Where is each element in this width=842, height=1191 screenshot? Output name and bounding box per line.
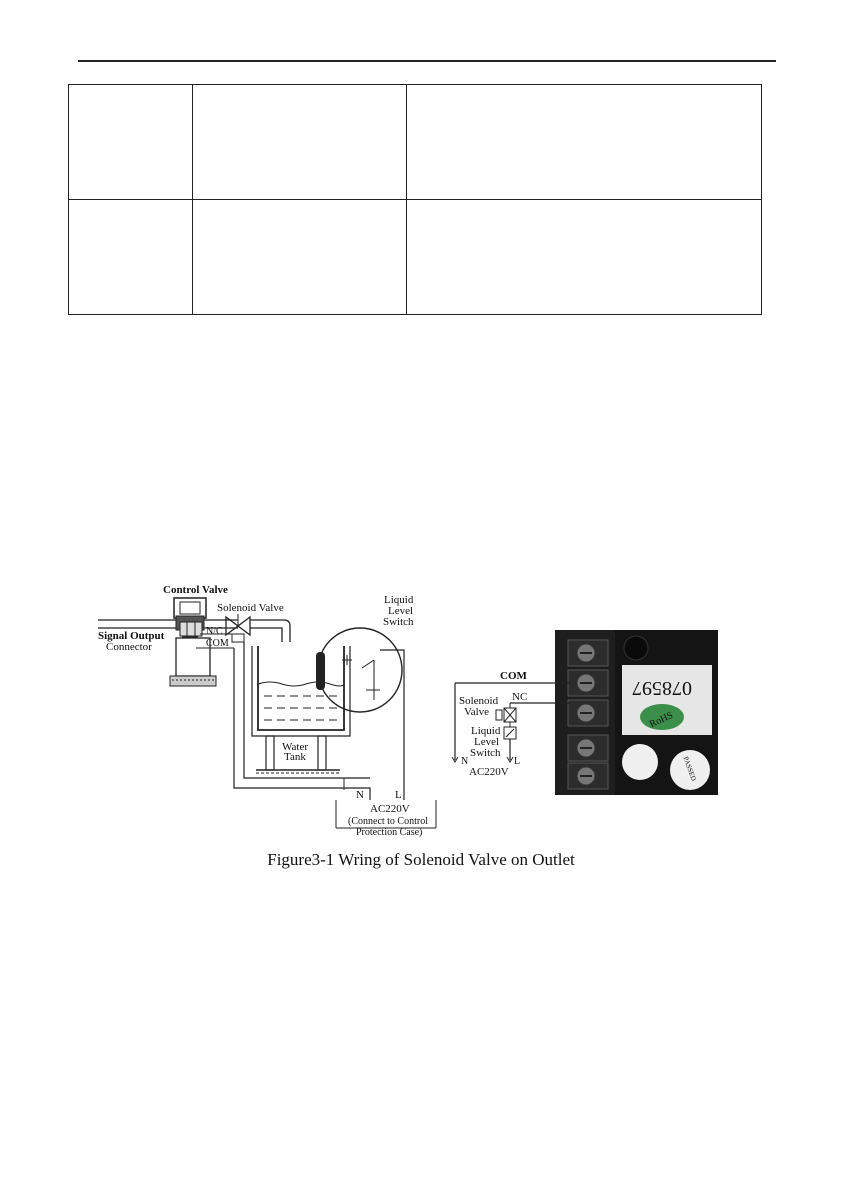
- right-wiring-diagram: [452, 630, 718, 795]
- label-valve-right: Valve: [464, 706, 490, 718]
- label-switch-right: Switch: [470, 747, 501, 759]
- label-l: L: [395, 789, 402, 801]
- signal-output-connector-icon: [180, 622, 202, 636]
- terminal-screws: [568, 640, 608, 789]
- label-nc: N/C: [206, 626, 223, 637]
- label-n: N: [356, 789, 364, 801]
- label-control-valve: Control Valve: [163, 584, 228, 596]
- label-water: Water: [282, 741, 308, 753]
- label-com: COM: [206, 638, 229, 649]
- rohs-label: RoHS: [648, 709, 675, 731]
- label-solenoid-right: Solenoid: [459, 695, 499, 707]
- label-switch: Switch: [383, 616, 414, 628]
- cert-sticker-icon: [622, 744, 658, 780]
- left-wiring-diagram: [98, 584, 436, 838]
- label-connect-line2: Protection Case): [356, 827, 423, 838]
- label-level: Level: [388, 605, 414, 617]
- label-l-right: L: [514, 756, 521, 767]
- sticker-number: 078597: [632, 677, 692, 699]
- label-connector: Connector: [106, 641, 152, 653]
- label-tank: Tank: [284, 751, 306, 763]
- control-valve-icon: [174, 598, 206, 618]
- label-solenoid-valve: Solenoid Valve: [217, 602, 284, 614]
- label-level-right: Level: [474, 736, 500, 748]
- label-com-right: COM: [500, 670, 527, 682]
- label-ac220v-right: AC220V: [469, 766, 509, 778]
- label-liquid-right: Liquid: [471, 725, 501, 737]
- liquid-level-switch-icon: [318, 628, 402, 712]
- label-liquid: Liquid: [384, 594, 414, 606]
- passed-label: PASSED: [681, 755, 698, 783]
- label-ac220v: AC220V: [370, 803, 410, 815]
- label-nc-right: NC: [512, 691, 528, 703]
- label-signal-output: Signal Output: [98, 630, 165, 642]
- figure-caption: Figure3-1 Wring of Solenoid Valve on Outlet: [267, 850, 575, 869]
- label-n-right: N: [461, 756, 469, 767]
- label-connect-line1: (Connect to Control: [348, 816, 428, 827]
